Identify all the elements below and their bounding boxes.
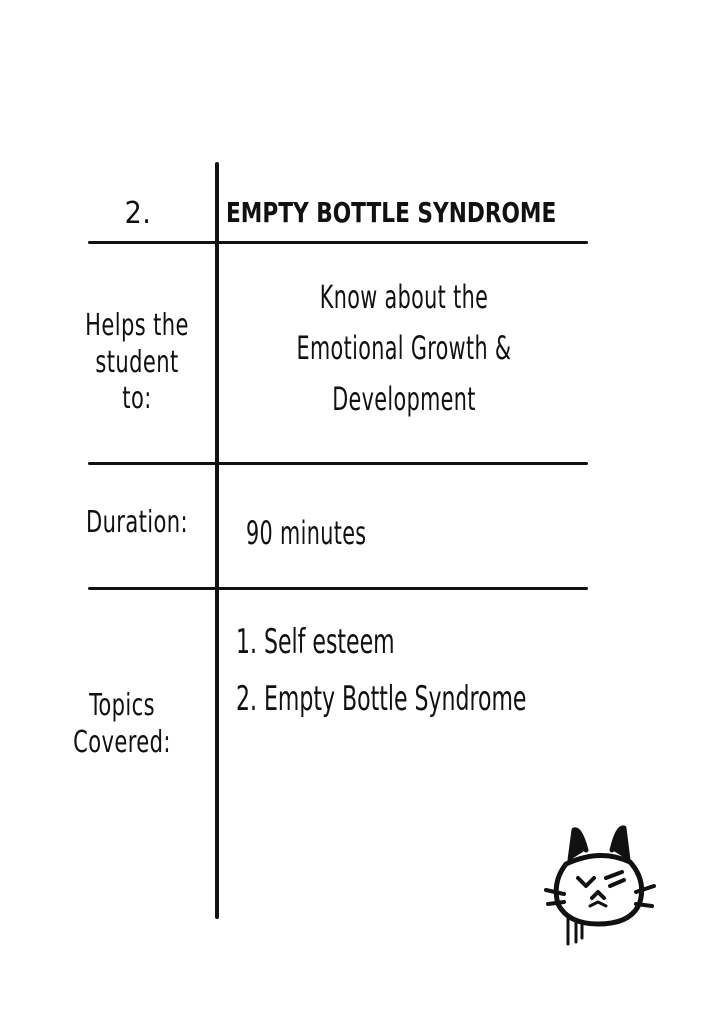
topics-label bbox=[67, 688, 176, 761]
helps-label-line-2: student to: bbox=[95, 344, 179, 417]
table-vertical-divider bbox=[215, 162, 219, 919]
table-row-divider-2 bbox=[88, 462, 588, 465]
topic-item: 1. Self esteem bbox=[236, 622, 395, 662]
duration-label: Duration: bbox=[85, 505, 189, 540]
helps-value-line-1: Know about the bbox=[319, 278, 489, 316]
topics-label-line-2: Covered: bbox=[73, 724, 171, 760]
table-row-divider-1 bbox=[88, 241, 588, 244]
topics-label-line-1: Topics bbox=[89, 688, 155, 723]
activity-title: EMPTY BOTTLE SYNDROME bbox=[226, 196, 557, 229]
duration-value: 90 minutes bbox=[246, 514, 367, 552]
item-number: 2. bbox=[124, 196, 152, 231]
helps-value-line-3: Development bbox=[332, 380, 476, 419]
helps-value-line-2: Emotional Growth & bbox=[296, 329, 512, 368]
helps-label-line-1: Helps the bbox=[85, 308, 189, 343]
table-row-divider-3 bbox=[88, 587, 588, 590]
topic-item: 2. Empty Bottle Syndrome bbox=[236, 679, 527, 720]
topics-list bbox=[236, 614, 527, 728]
helps-label bbox=[79, 308, 196, 418]
helps-value bbox=[267, 272, 541, 426]
cat-face-icon bbox=[540, 820, 660, 950]
